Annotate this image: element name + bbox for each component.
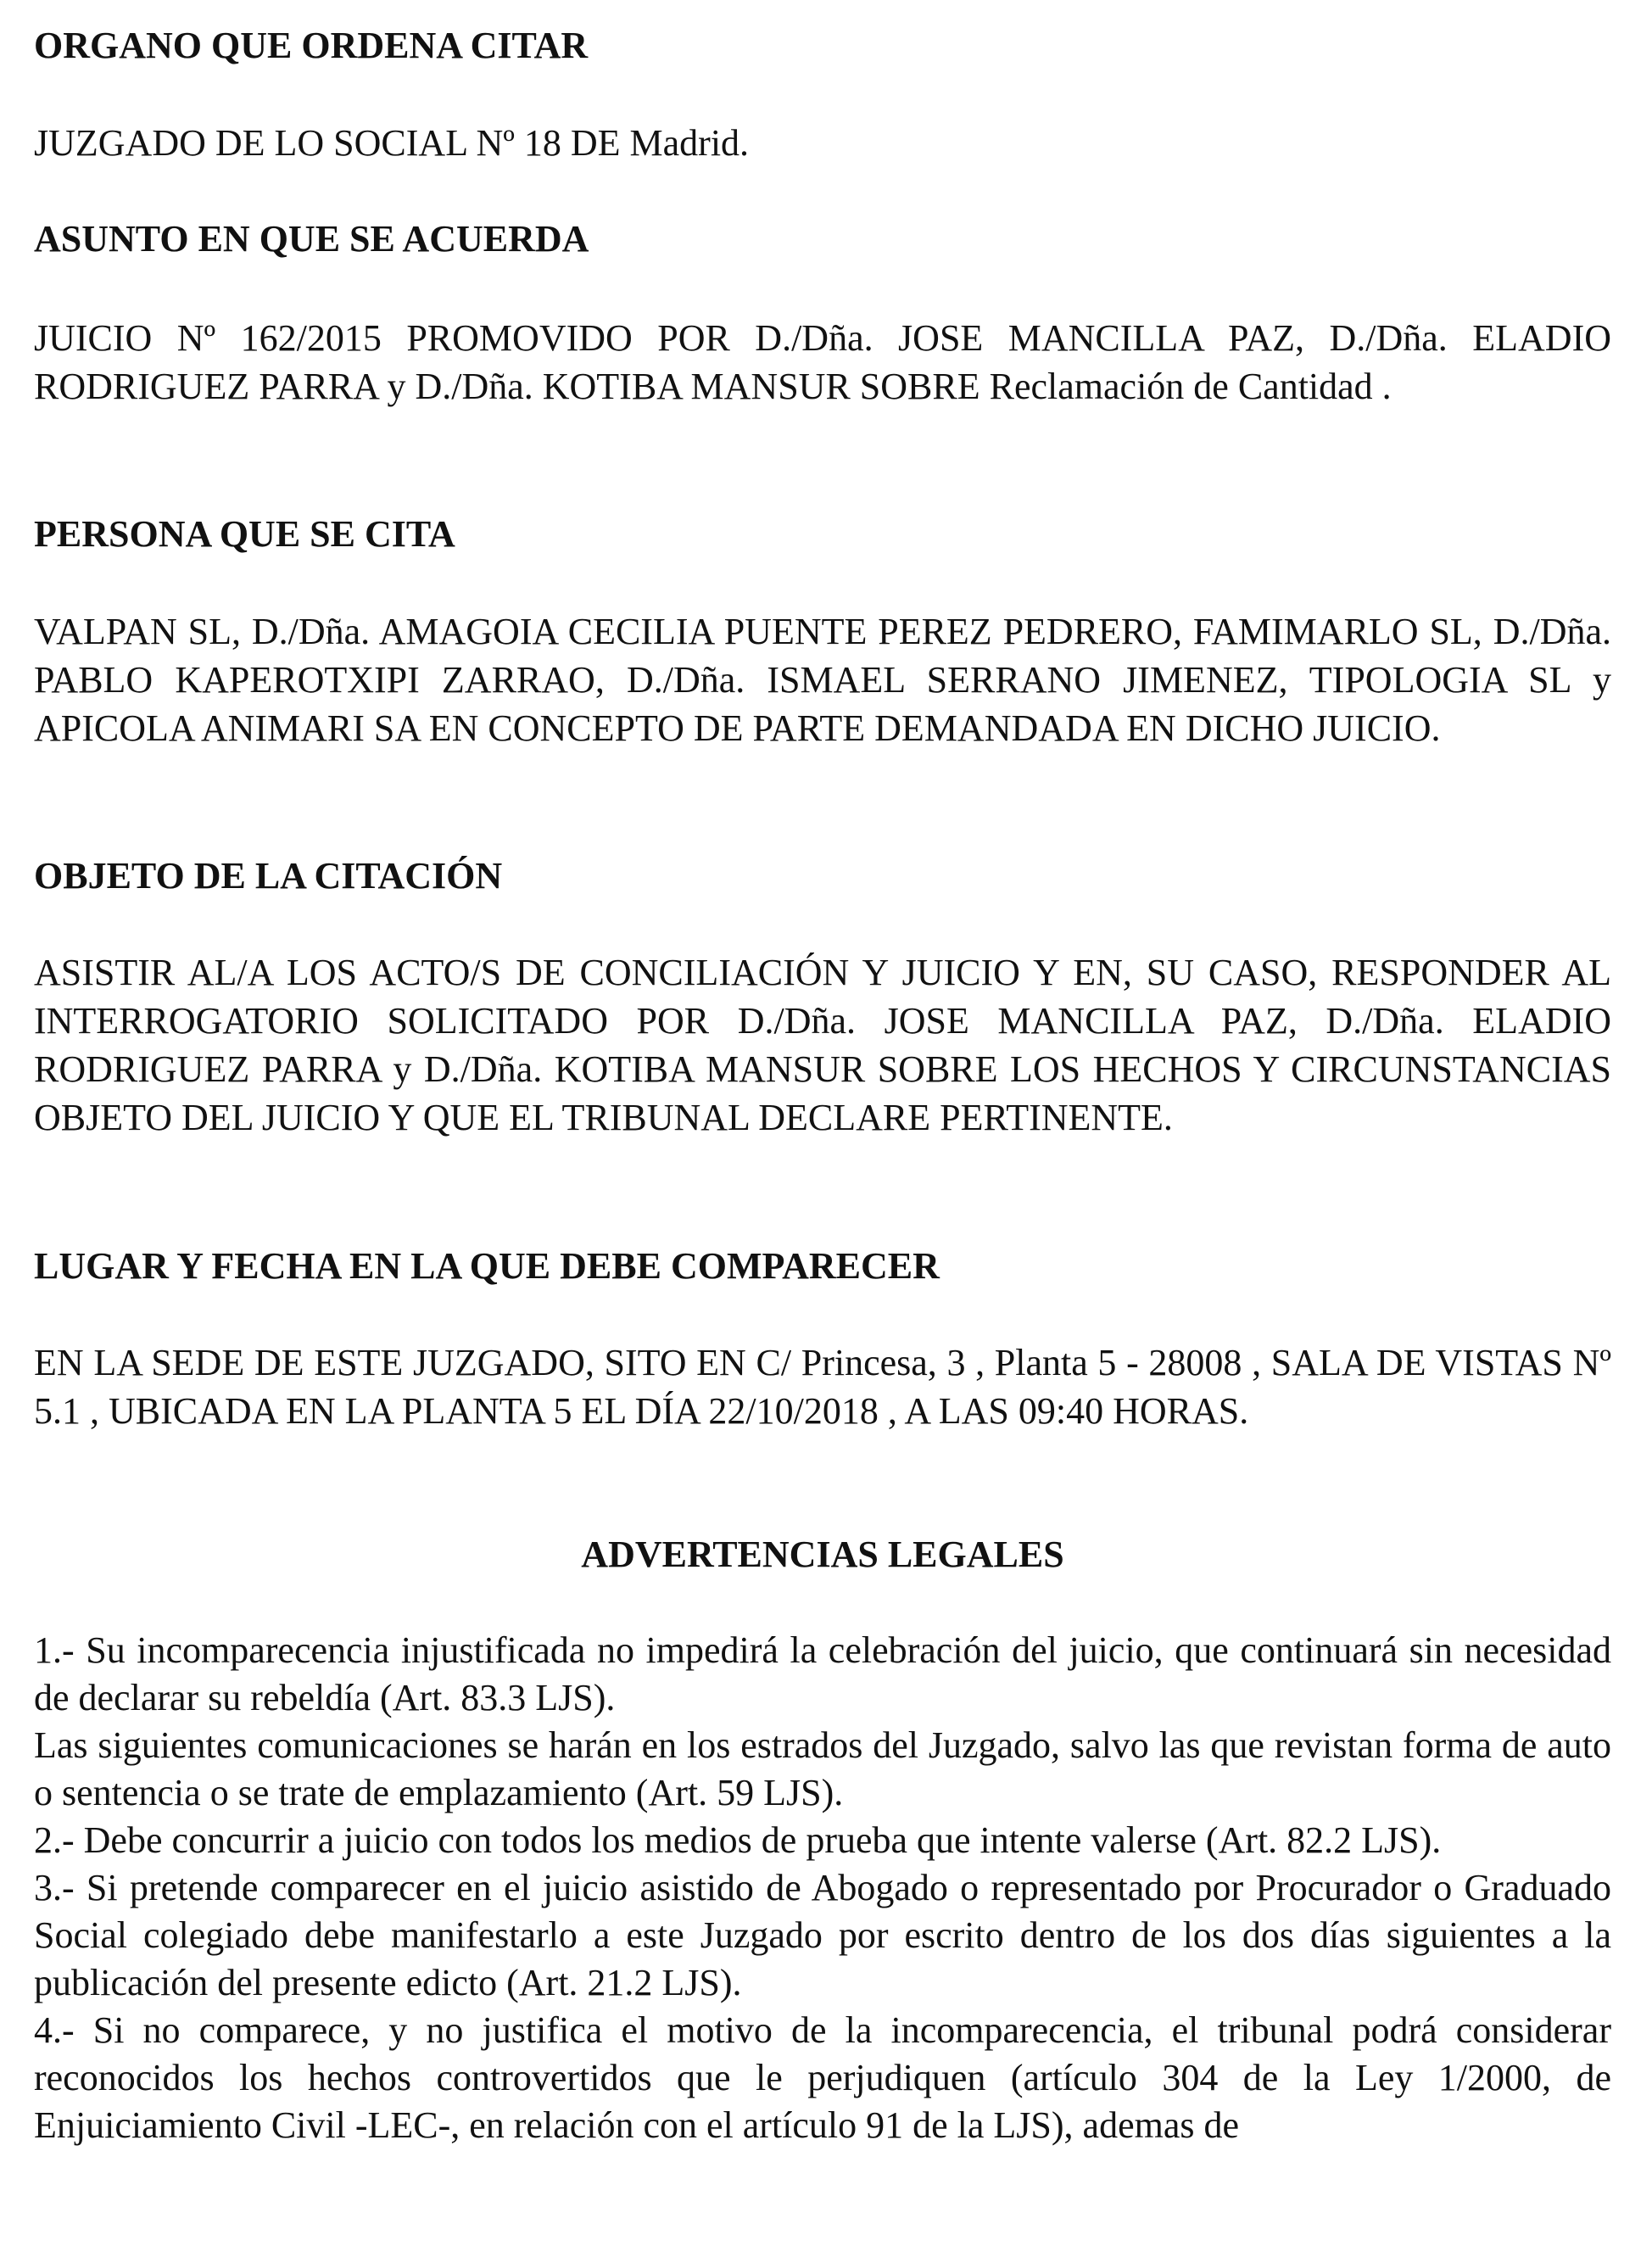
section-asunto-body	[34, 314, 1611, 411]
body-persona: VALPAN SL, D./Dña. AMAGOIA CECILIA PUENTE PEREZ PEDRERO, FAMIMARLO SL, D./Dña. PABLO KAPEROTXIPI ZARRAO, D./Dña. ISMAEL SERRANO JIMENEZ, TIPOLOGIA SL y APICOLA ANIMARI SA EN CONCEPTO DE PARTE DEMANDADA EN DICHO JUICIO.	[34, 611, 1611, 749]
heading-objeto: OBJETO DE LA CITACIÓN	[34, 855, 503, 897]
heading-asunto: ASUNTO EN QUE SE ACUERDA	[34, 218, 589, 260]
heading-advertencias: ADVERTENCIAS LEGALES	[581, 1534, 1064, 1575]
body-asunto: JUICIO Nº 162/2015 PROMOVIDO POR D./Dña. JOSE MANCILLA PAZ, D./Dña. ELADIO RODRIGUEZ PARRA y D./Dña. KOTIBA MANSUR SOBRE Reclamación de Cantidad .	[34, 317, 1611, 407]
section-organo	[34, 22, 1611, 70]
advertencia-item: 3.- Si pretende comparecer en el juicio asistido de Abogado o representado por Procurador o Graduado Social colegiado debe manifestarlo a este Juzgado por escrito dentro de los dos días siguientes a la publicación del presente edicto (Art. 21.2 LJS).	[34, 1867, 1611, 2003]
advertencias-list	[34, 1627, 1611, 2149]
section-persona	[34, 511, 1611, 558]
advertencia-item: 4.- Si no comparece, y no justifica el motivo de la incomparecencia, el tribunal podrá considerar reconocidos los hechos controvertidos que le perjudiquen (artículo 304 de la Ley 1/2000, de Enjuiciamiento Civil -LEC-, en relación con el artículo 91 de la LJS), ademas de	[34, 2009, 1611, 2146]
body-organo: JUZGADO DE LO SOCIAL Nº 18 DE Madrid.	[34, 122, 750, 164]
section-lugar	[34, 1243, 1611, 1290]
section-lugar-body	[34, 1338, 1611, 1435]
heading-persona: PERSONA QUE SE CITA	[34, 513, 455, 555]
body-objeto: ASISTIR AL/A LOS ACTO/S DE CONCILIACIÓN Y JUICIO Y EN, SU CASO, RESPONDER AL INTERROGATORIO SOLICITADO POR D./Dña. JOSE MANCILLA PAZ, D./Dña. ELADIO RODRIGUEZ PARRA y D./Dña. KOTIBA MANSUR SOBRE LOS HECHOS Y CIRCUNSTANCIAS OBJETO DEL JUICIO Y QUE EL TRIBUNAL DECLARE PERTINENTE.	[34, 952, 1611, 1138]
section-persona-body	[34, 607, 1611, 752]
section-objeto	[34, 852, 1611, 900]
advertencia-item: 1.- Su incomparecencia injustificada no impedirá la celebración del juicio, que continuará sin necesidad de declarar su rebeldía (Art. 83.3 LJS).	[34, 1629, 1611, 1718]
heading-organo: ORGANO QUE ORDENA CITAR	[34, 25, 589, 66]
advertencia-item: 2.- Debe concurrir a juicio con todos los medios de prueba que intente valerse (Art. 82.2 LJS).	[34, 1819, 1442, 1861]
section-organo-body	[34, 119, 1611, 167]
advertencia-item: Las siguientes comunicaciones se harán en los estrados del Juzgado, salvo las que revistan forma de auto o sentencia o se trate de emplazamiento (Art. 59 LJS).	[34, 1724, 1611, 1813]
section-asunto	[34, 215, 1611, 263]
heading-lugar: LUGAR Y FECHA EN LA QUE DEBE COMPARECER	[34, 1245, 940, 1287]
body-lugar: EN LA SEDE DE ESTE JUZGADO, SITO EN C/ Princesa, 3 , Planta 5 - 28008 , SALA DE VISTAS Nº 5.1 , UBICADA EN LA PLANTA 5 EL DÍA 22/10/2018 , A LAS 09:40 HORAS.	[34, 1342, 1611, 1432]
section-advertencias	[34, 1531, 1611, 1578]
section-objeto-body	[34, 948, 1611, 1142]
